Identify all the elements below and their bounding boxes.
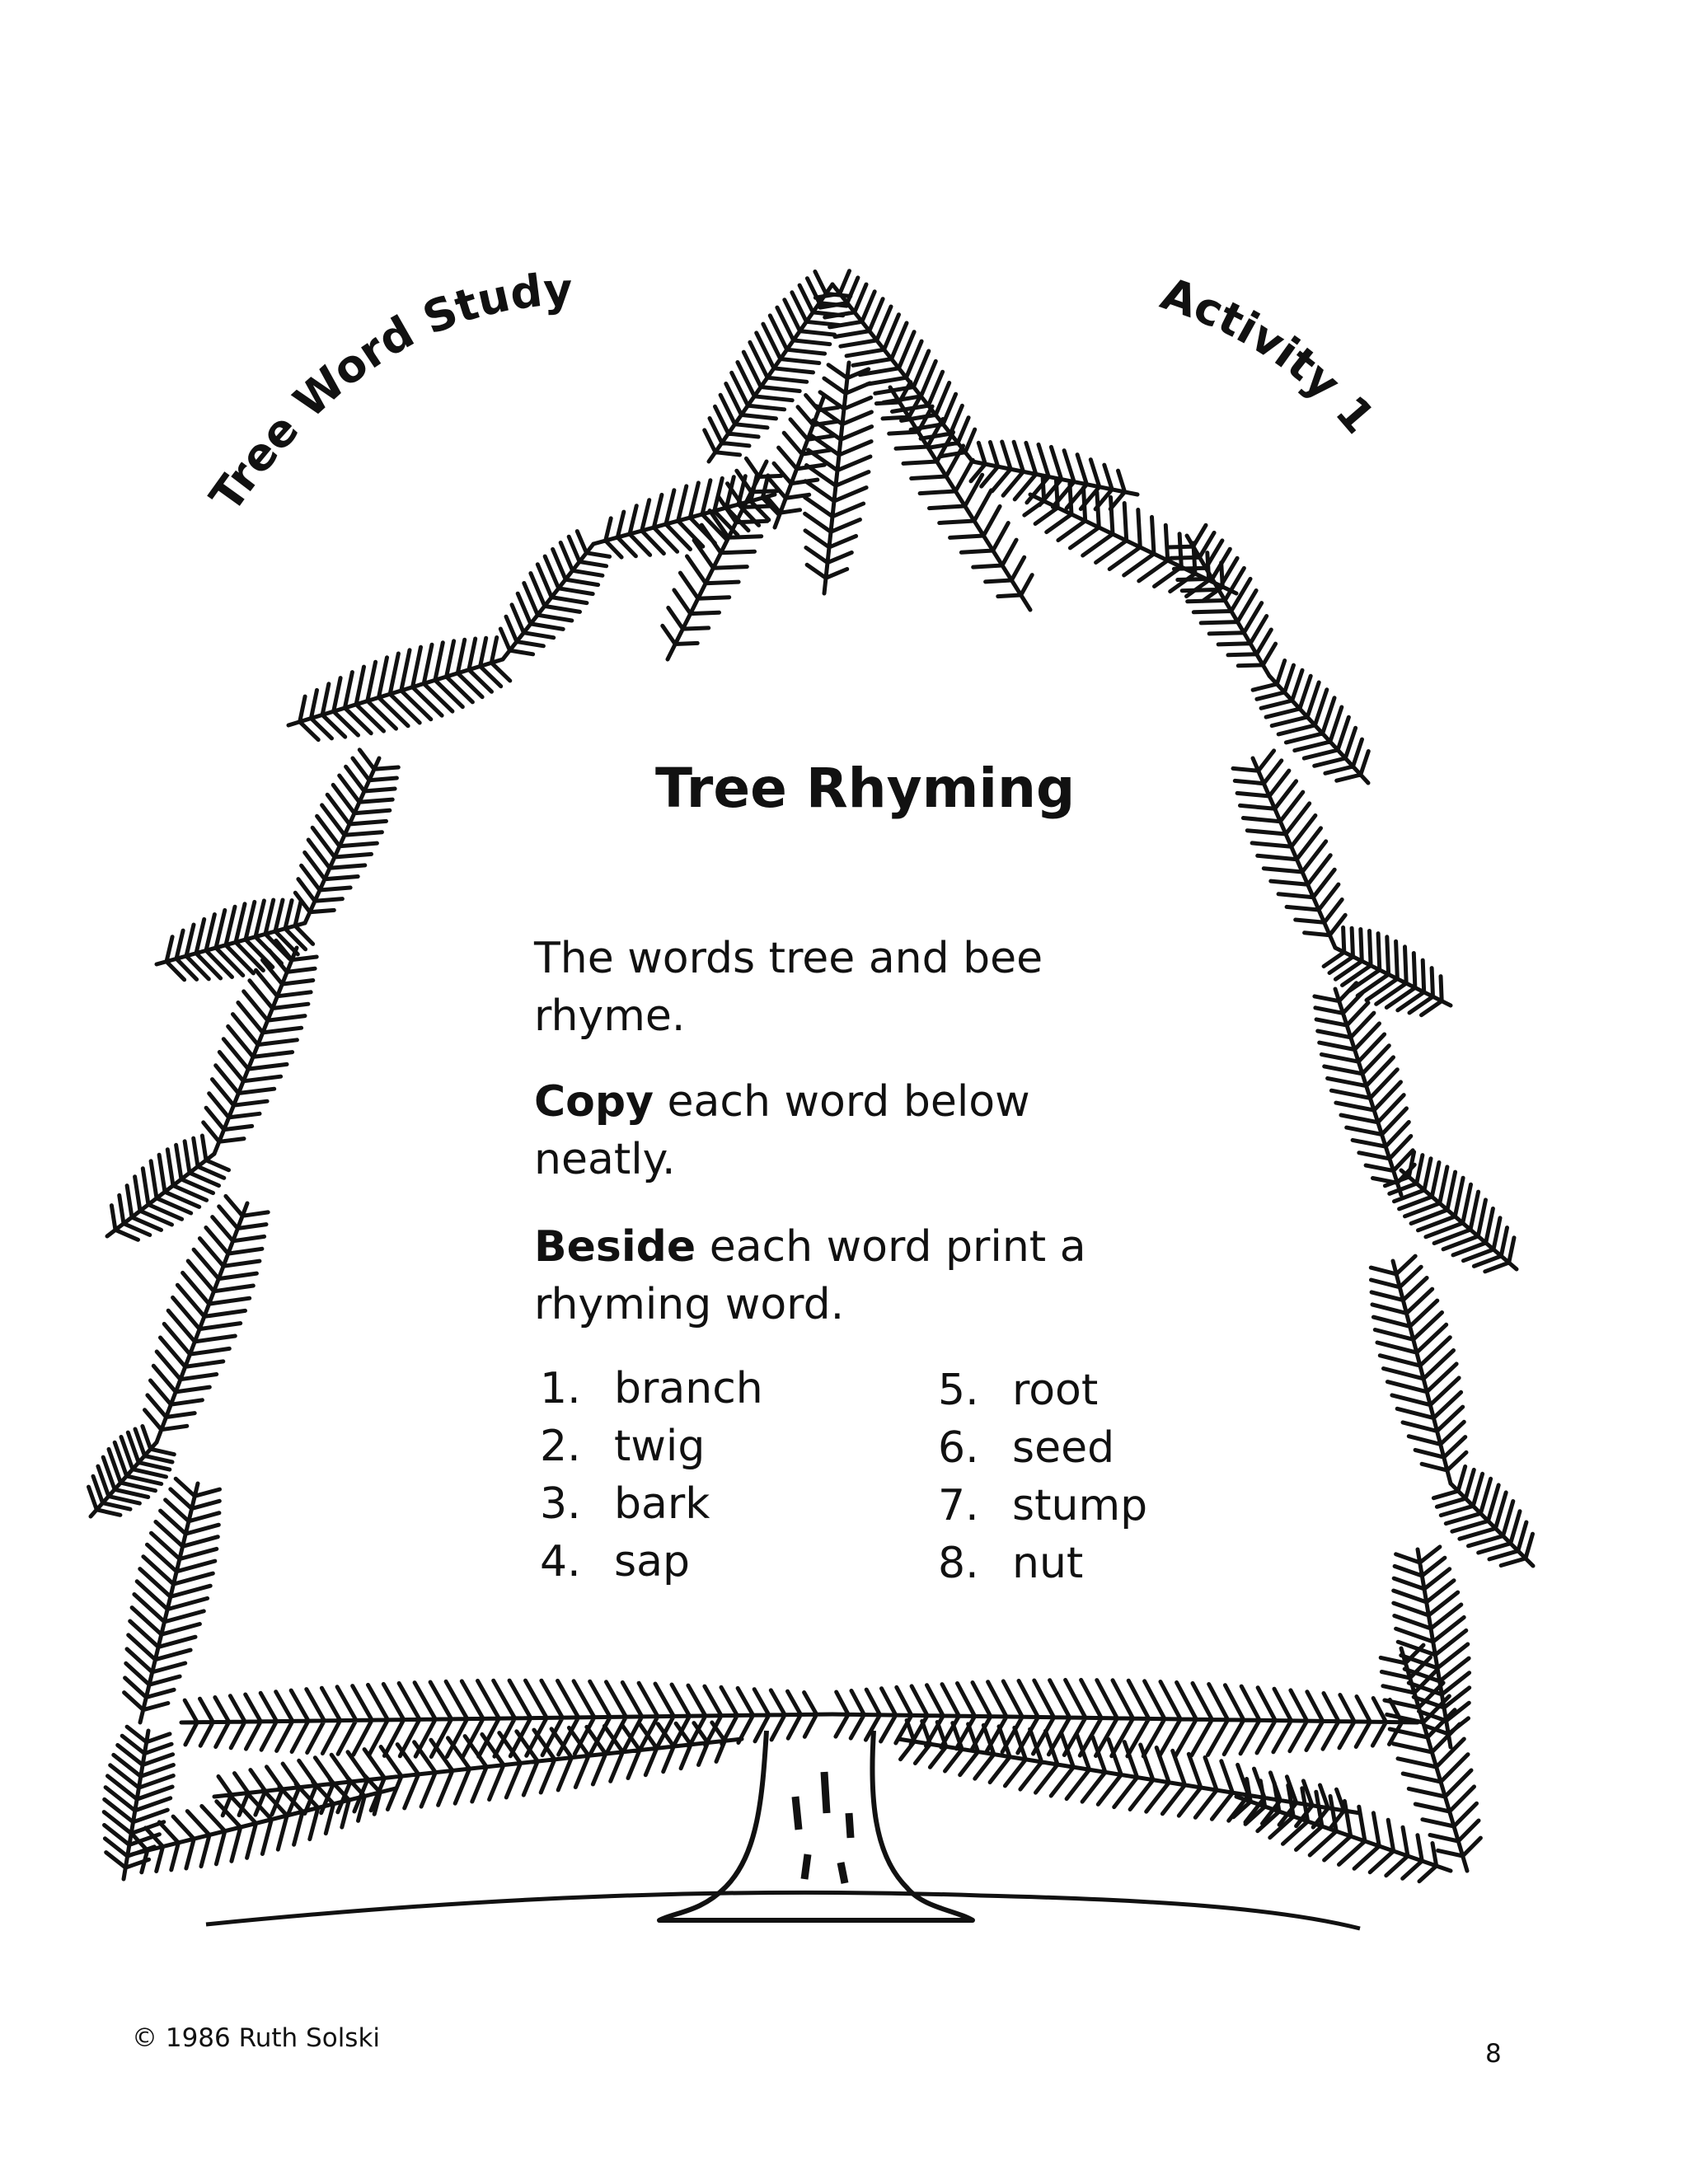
instruction-copy-bold: Copy	[534, 1077, 654, 1127]
item-number: 3.	[540, 1479, 581, 1529]
pine-branch	[1371, 1256, 1466, 1483]
item-word: branch	[614, 1364, 763, 1413]
word-list-left	[540, 1360, 763, 1591]
pine-branch	[107, 1136, 229, 1240]
item-word: twig	[614, 1422, 706, 1471]
word-list-right	[938, 1361, 1147, 1592]
item-number: 7.	[938, 1481, 979, 1530]
pine-branch	[805, 363, 872, 593]
list-item	[938, 1361, 1147, 1419]
item-word: seed	[1012, 1423, 1115, 1473]
list-item	[540, 1475, 763, 1533]
item-word: bark	[614, 1479, 710, 1529]
item-word: nut	[1012, 1539, 1084, 1588]
instruction-beside-bold: Beside	[534, 1222, 696, 1272]
pine-branch	[1253, 661, 1368, 784]
item-word: root	[1012, 1366, 1099, 1415]
pine-branch	[1324, 927, 1451, 1015]
pine-branch	[288, 638, 510, 740]
pine-branch	[1234, 1779, 1451, 1882]
intro-text: The words tree and bee rhyme.	[534, 934, 1043, 1041]
pine-branch	[1385, 1152, 1517, 1272]
pine-branch	[1381, 1645, 1480, 1871]
list-item	[540, 1418, 763, 1475]
pine-branch	[1169, 525, 1276, 676]
pine-branch	[1315, 983, 1414, 1195]
pine-branch	[876, 382, 1032, 610]
copyright-notice: © 1986 Ruth Solski	[132, 2023, 381, 2053]
item-word: sap	[614, 1537, 690, 1586]
pine-branch	[145, 1196, 269, 1442]
item-number: 4.	[540, 1537, 581, 1586]
worksheet-title: Tree Rhyming	[655, 757, 1076, 820]
pine-branch	[1233, 751, 1345, 948]
pine-branch	[295, 750, 398, 923]
pine-branch	[1025, 477, 1236, 601]
pine-branch	[104, 1727, 173, 1879]
list-item	[938, 1535, 1147, 1592]
pine-branch	[124, 1479, 220, 1722]
item-word: stump	[1012, 1481, 1148, 1530]
pine-branch	[132, 1776, 396, 1872]
item-number: 5.	[938, 1366, 979, 1415]
instruction-beside-rest: each word print a rhyming word.	[534, 1222, 1086, 1329]
activity-label: Activity 1	[1154, 267, 1386, 444]
instruction-copy	[534, 1073, 1160, 1188]
instruction-beside	[534, 1218, 1160, 1333]
item-number: 2.	[540, 1422, 581, 1471]
item-number: 6.	[938, 1423, 979, 1473]
list-item	[540, 1533, 763, 1591]
list-item	[540, 1360, 763, 1418]
item-number: 1.	[540, 1364, 581, 1413]
pine-branch	[500, 532, 609, 659]
page-number: 8	[1485, 2039, 1502, 2069]
pine-branch	[89, 1427, 175, 1517]
series-label: Tree Word Study	[199, 263, 574, 522]
pine-branch	[204, 940, 317, 1154]
list-item	[938, 1419, 1147, 1477]
list-item	[938, 1477, 1147, 1535]
ground-line	[206, 1892, 1360, 1929]
instruction-copy-rest: each word below neatly.	[534, 1077, 1030, 1184]
item-number: 8.	[938, 1539, 979, 1588]
